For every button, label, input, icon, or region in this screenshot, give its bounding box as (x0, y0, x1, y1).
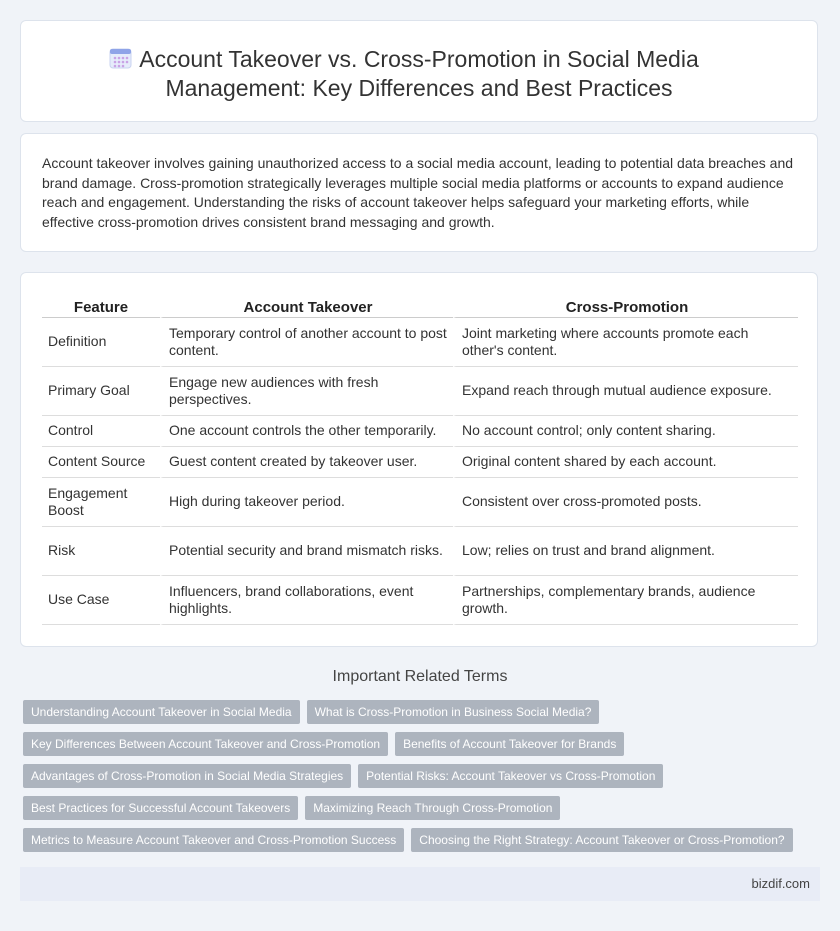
cell-feature: Engagement Boost (42, 478, 160, 527)
cell-feature: Risk (42, 527, 160, 576)
header-cross-promotion: Cross-Promotion (453, 297, 798, 318)
header-feature: Feature (42, 297, 160, 318)
intro-paragraph: Account takeover involves gaining unauthorized access to a social media account, leading to potential data breaches and brand damage. Cross-promotion strategically leverages multiple social media platforms or accounts to expand audience reach and engagement. Understanding the risks of account takeover helps safeguard your marketing efforts, while effective cross-promotion drives consistent brand messaging and growth. (42, 155, 794, 230)
related-terms-title: Important Related Terms (332, 668, 508, 685)
table-header-row (42, 297, 798, 318)
cell-cross-promotion: No account control; only content sharing. (453, 416, 798, 447)
cell-account-takeover: Guest content created by takeover user. (160, 447, 453, 478)
tag-row (23, 796, 813, 820)
table-row (42, 416, 798, 447)
comparison-table (42, 297, 798, 625)
table-row (42, 318, 798, 367)
cell-feature: Primary Goal (42, 367, 160, 416)
related-term-link[interactable]: Key Differences Between Account Takeover and Cross-Promotion (23, 732, 388, 756)
cell-cross-promotion: Joint marketing where accounts promote each other's content. (453, 318, 798, 367)
table-row (42, 367, 798, 416)
related-term-link[interactable]: Benefits of Account Takeover for Brands (395, 732, 624, 756)
tag-row (23, 732, 813, 756)
table-row (42, 478, 798, 527)
cell-account-takeover: Potential security and brand mismatch risks. (160, 527, 453, 576)
table-row (42, 447, 798, 478)
table-row (42, 527, 798, 576)
related-term-link[interactable]: Choosing the Right Strategy: Account Takeover or Cross-Promotion? (411, 828, 792, 852)
cell-cross-promotion: Consistent over cross-promoted posts. (453, 478, 798, 527)
cell-feature: Control (42, 416, 160, 447)
related-term-link[interactable]: Maximizing Reach Through Cross-Promotion (305, 796, 560, 820)
header-card (20, 20, 818, 122)
related-term-link[interactable]: Understanding Account Takeover in Social Media (23, 700, 300, 724)
tag-row (23, 764, 813, 788)
cell-account-takeover: Temporary control of another account to post content. (160, 318, 453, 367)
cell-feature: Content Source (42, 447, 160, 478)
table-row (42, 576, 798, 625)
comparison-card (20, 272, 818, 647)
related-term-link[interactable]: Metrics to Measure Account Takeover and Cross-Promotion Success (23, 828, 404, 852)
cell-cross-promotion: Partnerships, complementary brands, audience growth. (453, 576, 798, 625)
cell-cross-promotion: Expand reach through mutual audience exposure. (453, 367, 798, 416)
cell-feature: Definition (42, 318, 160, 367)
header-account-takeover: Account Takeover (160, 297, 453, 318)
cell-cross-promotion: Original content shared by each account. (453, 447, 798, 478)
page-title-line-2: Management: Key Differences and Best Practices (165, 75, 673, 101)
related-term-link[interactable]: What is Cross-Promotion in Business Social Media? (307, 700, 600, 724)
cell-account-takeover: Engage new audiences with fresh perspectives. (160, 367, 453, 416)
cell-account-takeover: High during takeover period. (160, 478, 453, 527)
footer-site-link[interactable]: bizdif.com (751, 876, 810, 891)
cell-account-takeover: One account controls the other temporarily. (160, 416, 453, 447)
cell-feature: Use Case (42, 576, 160, 625)
tag-row (23, 700, 813, 724)
cell-cross-promotion: Low; relies on trust and brand alignment. (453, 527, 798, 576)
related-term-link[interactable]: Advantages of Cross-Promotion in Social Media Strategies (23, 764, 351, 788)
page-title (21, 45, 817, 103)
intro-card (20, 133, 818, 252)
footer (20, 867, 820, 901)
related-terms-list (23, 700, 813, 860)
related-term-link[interactable]: Best Practices for Successful Account Takeovers (23, 796, 298, 820)
page-title-line-1: Account Takeover vs. Cross-Promotion in Social Media (139, 46, 699, 72)
tag-row (23, 828, 813, 852)
related-term-link[interactable]: Potential Risks: Account Takeover vs Cross-Promotion (358, 764, 663, 788)
cell-account-takeover: Influencers, brand collaborations, event highlights. (160, 576, 453, 625)
